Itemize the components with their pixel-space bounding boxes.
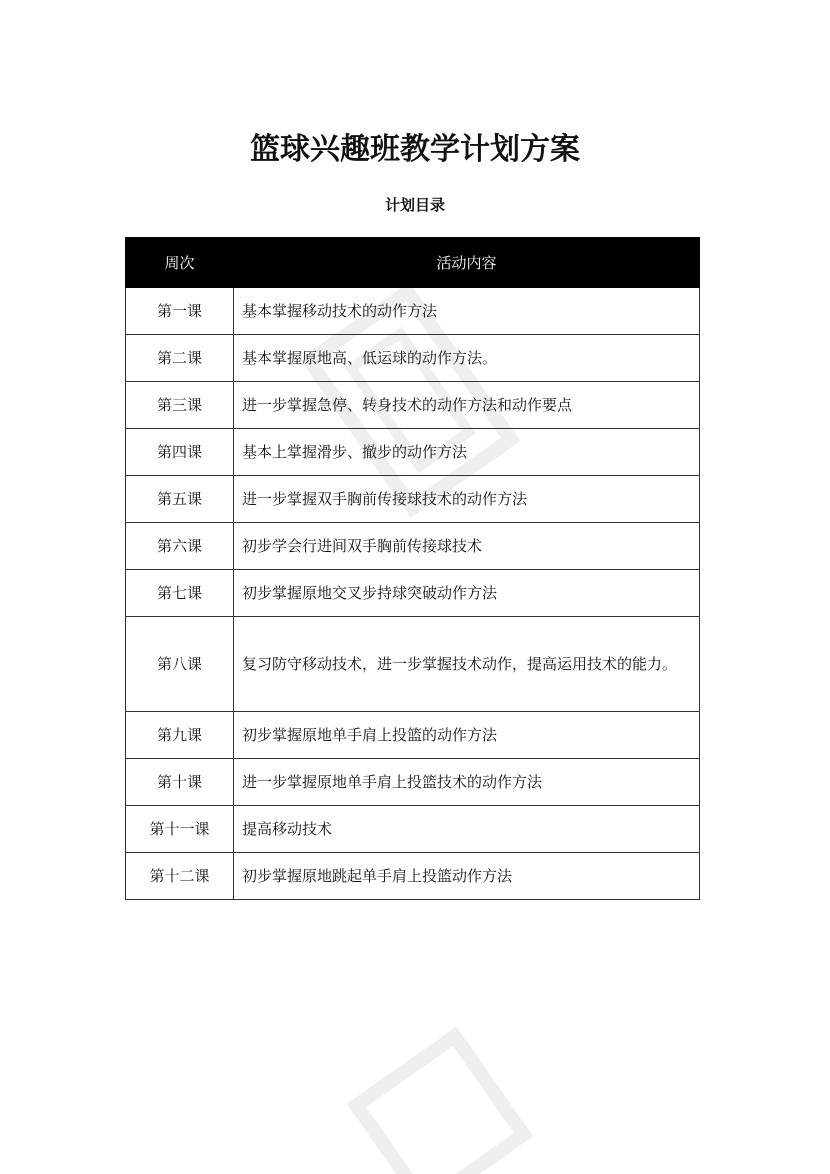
week-cell: 第十二课 [126, 853, 234, 900]
content-cell: 初步掌握原地交叉步持球突破动作方法 [234, 570, 700, 617]
content-cell: 进一步掌握双手胸前传接球技术的动作方法 [234, 476, 700, 523]
week-cell: 第三课 [126, 382, 234, 429]
content-cell: 提高移动技术 [234, 806, 700, 853]
content-cell: 初步掌握原地单手肩上投篮的动作方法 [234, 712, 700, 759]
week-cell: 第二课 [126, 335, 234, 382]
table-row [126, 617, 700, 712]
table-row [126, 335, 700, 382]
week-cell: 第九课 [126, 712, 234, 759]
table-row [126, 570, 700, 617]
week-cell: 第十课 [126, 759, 234, 806]
content-cell: 基本掌握原地高、低运球的动作方法。 [234, 335, 700, 382]
content-cell: 进一步掌握急停、转身技术的动作方法和动作要点 [234, 382, 700, 429]
document-subtitle: 计划目录 [384, 196, 445, 214]
week-cell: 第七课 [126, 570, 234, 617]
table-row [126, 382, 700, 429]
content-cell: 复习防守移动技术，进一步掌握技术动作，提高运用技术的能力。 [234, 617, 700, 712]
table-row [126, 429, 700, 476]
content-cell: 基本掌握移动技术的动作方法 [234, 288, 700, 335]
document-title: 篮球兴趣班教学计划方案 [250, 132, 580, 167]
table-row [126, 806, 700, 853]
content-cell: 基本上掌握滑步、撤步的动作方法 [234, 429, 700, 476]
table-row [126, 853, 700, 900]
table-row [126, 523, 700, 570]
week-cell: 第六课 [126, 523, 234, 570]
table-row [126, 759, 700, 806]
content-cell: 初步掌握原地跳起单手肩上投篮动作方法 [234, 853, 700, 900]
week-cell: 第一课 [126, 288, 234, 335]
week-cell: 第十一课 [126, 806, 234, 853]
table-row [126, 712, 700, 759]
week-cell: 第五课 [126, 476, 234, 523]
table-row [126, 288, 700, 335]
content-cell: 进一步掌握原地单手肩上投篮技术的动作方法 [234, 759, 700, 806]
header-content: 活动内容 [234, 238, 700, 288]
plan-table [125, 237, 700, 900]
content-cell: 初步学会行进间双手胸前传接球技术 [234, 523, 700, 570]
header-week: 周次 [126, 238, 234, 288]
week-cell: 第四课 [126, 429, 234, 476]
table-header-row [126, 238, 700, 288]
table-row [126, 476, 700, 523]
week-cell: 第八课 [126, 617, 234, 712]
